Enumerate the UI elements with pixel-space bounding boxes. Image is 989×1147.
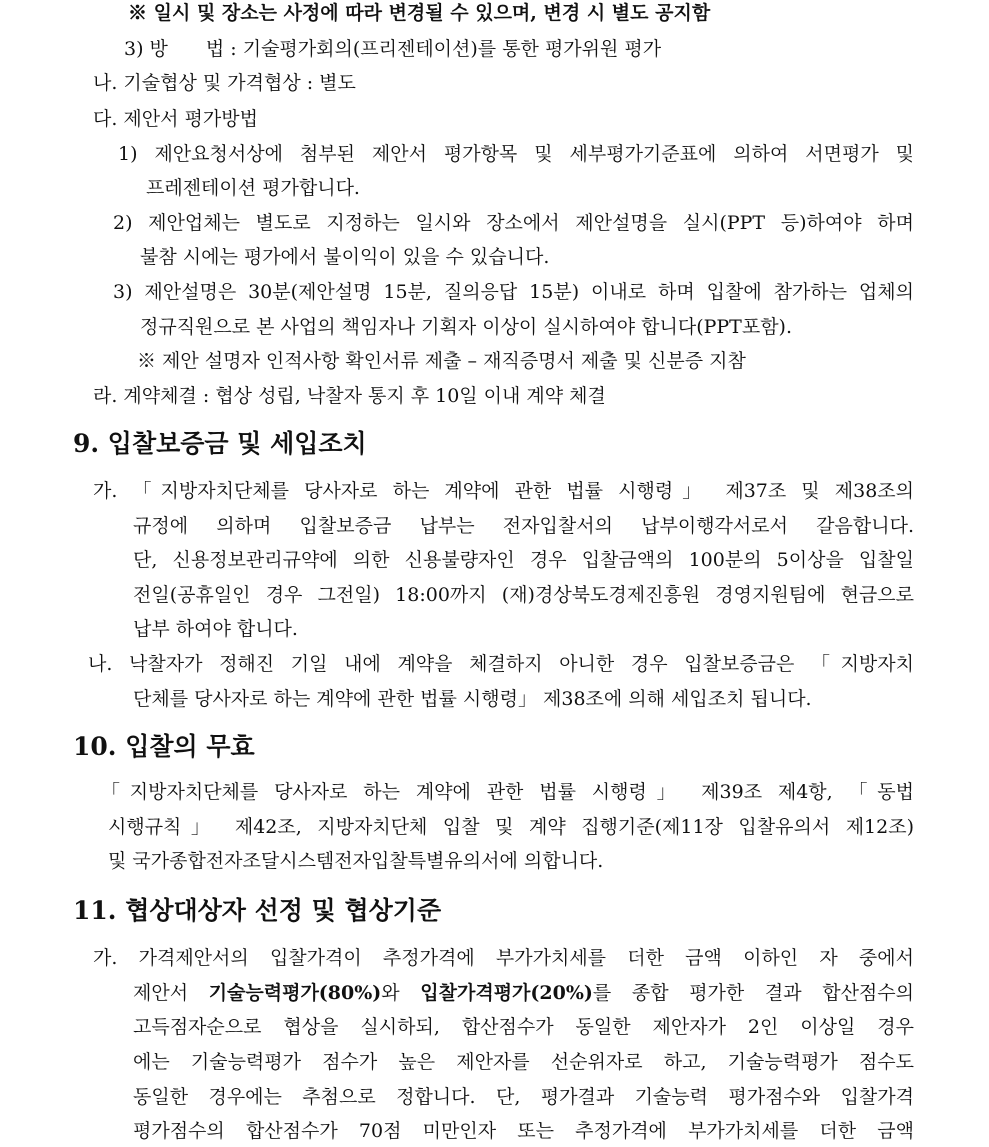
- sec11-ga-line-2-pre: 제안서: [133, 982, 209, 1004]
- section-9-title: 9. 입찰보증금 및 세입조치: [73, 429, 367, 458]
- negotiation-line: 나. 기술협상 및 가격협상 : 별도: [93, 72, 356, 94]
- sec9-ga-line-1: 가. 「지방자치단체를 당사자로 하는 계약에 관한 법률 시행령」 제37조 및 제38조의: [93, 480, 914, 502]
- sec9-na-line-1: 나. 낙찰자가 정해진 기일 내에 계약을 체결하지 아니한 경우 입찰보증금은 「지방자치: [88, 653, 914, 675]
- sec9-ga-line-2: 규정에 의하며 입찰보증금 납부는 전자입찰서의 납부이행각서로서 갈음합니다.: [133, 515, 914, 537]
- sec11-ga-line-1: 가. 가격제안서의 입찰가격이 추정가격에 부가가치세를 더한 금액 이하인 자 중에서: [93, 947, 914, 969]
- evaluation-method-heading: 다. 제안서 평가방법: [93, 108, 258, 130]
- eval-item-3-line-2: 정규직원으로 본 사업의 책임자나 기획자 이상이 실시하여야 합니다(PPT포함).: [140, 316, 793, 338]
- eval-item-3-line-1: 3) 제안설명은 30분(제안설명 15분, 질의응답 15분) 이내로 하며 입찰에 참가하는 업체의: [113, 281, 914, 303]
- sec9-ga-line-5: 납부 하여야 합니다.: [133, 618, 298, 640]
- tech-eval-weight: 기술능력평가(80%): [208, 982, 382, 1004]
- eval-item-1-line-2: 프레젠테이션 평가합니다.: [146, 177, 360, 199]
- sec11-ga-line-4: 에는 기술능력평가 점수가 높은 제안자를 선순위자로 하고, 기술능력평가 점수도: [133, 1051, 914, 1073]
- sec11-ga-line-2: [133, 980, 914, 1006]
- sec11-ga-line-2-post: 를 종합 평가한 결과 합산점수의: [592, 982, 914, 1004]
- section-11-title: 11. 협상대상자 선정 및 협상기준: [73, 896, 442, 925]
- eval-item-1-line-1: 1) 제안요청서상에 첨부된 제안서 평가항목 및 세부평가기준표에 의하여 서면평가 및: [118, 143, 914, 165]
- sec9-ga-line-4: 전일(공휴일인 경우 그전일) 18:00까지 (재)경상북도경제진흥원 경영지원팀에 현금으로: [133, 584, 914, 606]
- sec10-line-2: 시행규칙」 제42조, 지방자치단체 입찰 및 계약 집행기준(제11장 입찰유의서 제12조): [108, 816, 914, 838]
- sec11-ga-line-5: 동일한 경우에는 추첨으로 정합니다. 단, 평가결과 기술능력 평가점수와 입찰가격: [133, 1086, 914, 1108]
- sec9-na-line-2: 단체를 당사자로 하는 계약에 관한 법률 시행령」 제38조에 의해 세입조치 됩니다.: [133, 688, 812, 710]
- sec11-ga-line-2-mid: 와: [381, 982, 421, 1004]
- sec10-line-1: 「지방자치단체를 당사자로 하는 계약에 관한 법률 시행령」 제39조 제4항, 「동법: [101, 781, 914, 803]
- notice-top: ※ 일시 및 장소는 사정에 따라 변경될 수 있으며, 변경 시 별도 공지함: [128, 2, 711, 24]
- section-10-title: 10. 입찰의 무효: [73, 732, 255, 761]
- sec11-ga-line-3: 고득점자순으로 협상을 실시하되, 합산점수가 동일한 제안자가 2인 이상일 경우: [133, 1016, 914, 1038]
- sec9-ga-line-3: 단, 신용정보관리규약에 의한 신용불량자인 경우 입찰금액의 100분의 5이상을 입찰일: [133, 549, 914, 571]
- sec11-ga-line-6: 평가점수의 합산점수가 70점 미만인자 또는 추정가격에 부가가치세를 더한 금액: [133, 1120, 914, 1142]
- price-eval-weight: 입찰가격평가(20%): [420, 982, 593, 1004]
- eval-item-2-line-1: 2) 제안업체는 별도로 지정하는 일시와 장소에서 제안설명을 실시(PPT 등)하여야 하며: [113, 212, 914, 234]
- sec10-line-3: 및 국가종합전자조달시스템전자입찰특별유의서에 의합니다.: [108, 850, 604, 872]
- method-line: 3) 방 법 : 기술평가회의(프리젠테이션)를 통한 평가위원 평가: [124, 38, 662, 60]
- contract-line: 라. 계약체결 : 협상 성립, 낙찰자 통지 후 10일 이내 계약 체결: [93, 385, 606, 407]
- eval-item-2-line-2: 불참 시에는 평가에서 불이익이 있을 수 있습니다.: [140, 246, 550, 268]
- eval-note: ※ 제안 설명자 인적사항 확인서류 제출 – 재직증명서 제출 및 신분증 지참: [137, 350, 746, 372]
